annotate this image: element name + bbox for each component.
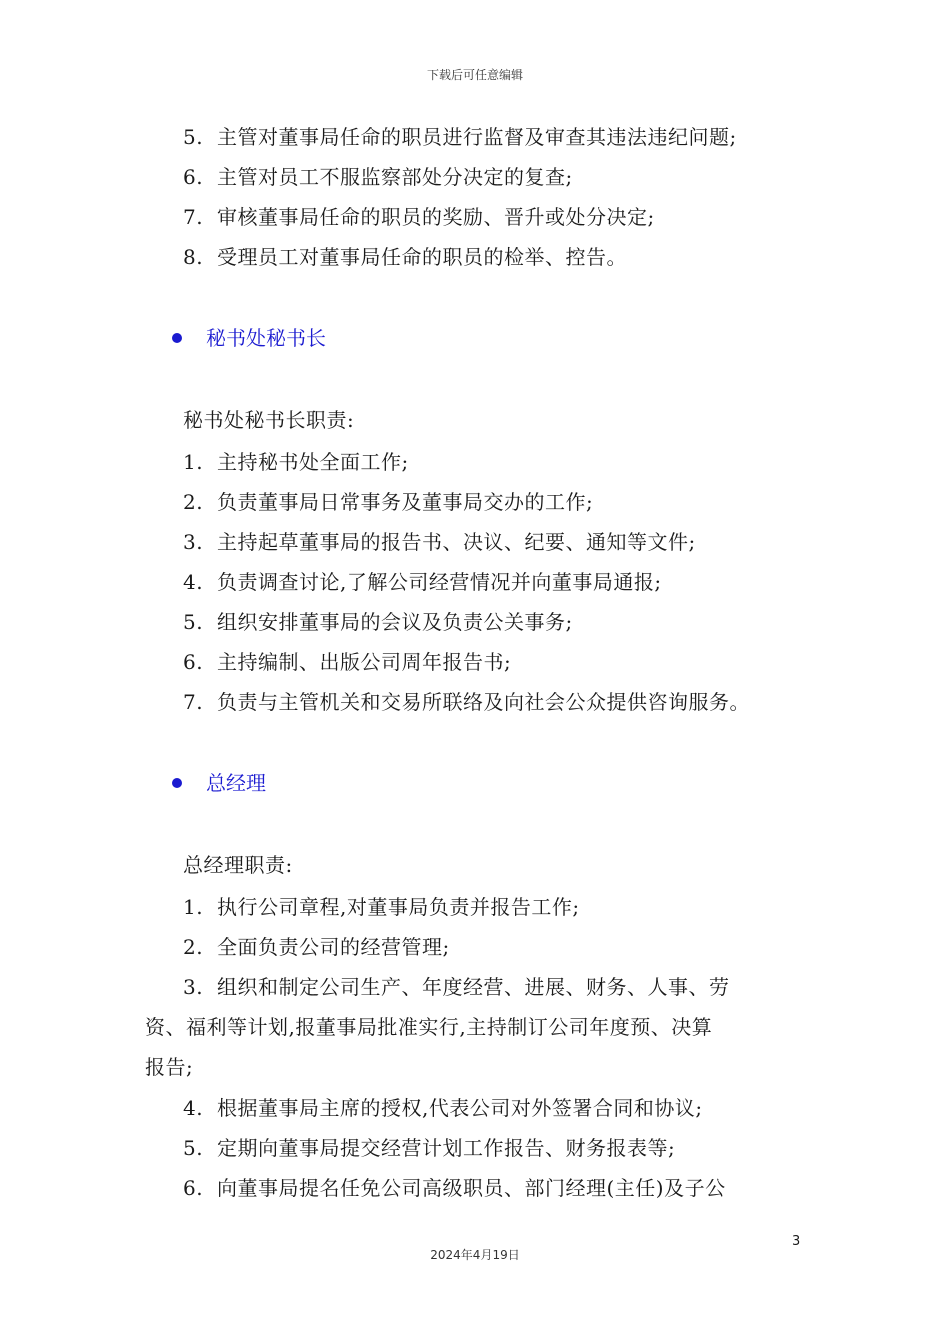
section-title: 秘书处秘书长 <box>206 326 326 350</box>
list-item <box>183 448 409 476</box>
list-item <box>183 243 627 271</box>
item-text: 审核董事局任命的职员的奖励、晋升或处分决定; <box>217 205 655 229</box>
item-number: 1. <box>183 450 204 474</box>
item-number: 2. <box>183 935 204 959</box>
list-item <box>183 608 573 636</box>
item-number: 7. <box>183 690 204 714</box>
list-item <box>183 973 730 1001</box>
list-item <box>183 568 662 596</box>
item-number: 6. <box>183 165 204 189</box>
page-number: 3 <box>792 1234 801 1249</box>
page-header: 下载后可任意编辑 <box>426 68 523 82</box>
section-intro: 总经理职责: <box>183 853 293 877</box>
item-text: 主持起草董事局的报告书、决议、纪要、通知等文件; <box>217 530 696 554</box>
item-text: 定期向董事局提交经营计划工作报告、财务报表等; <box>217 1136 676 1160</box>
item-number: 6. <box>183 1176 204 1200</box>
item-number: 6. <box>183 650 204 674</box>
list-item <box>183 893 580 921</box>
item-number: 4. <box>183 570 204 594</box>
item-text: 受理员工对董事局任命的职员的检举、控告。 <box>217 245 627 269</box>
item-number: 3. <box>183 975 204 999</box>
item-text: 主管对董事局任命的职员进行监督及审查其违法违纪问题; <box>217 125 737 149</box>
item-number: 2. <box>183 490 204 514</box>
item-number: 1. <box>183 895 204 919</box>
item-number: 5. <box>183 125 204 149</box>
item-number: 7. <box>183 205 204 229</box>
item-number: 3. <box>183 530 204 554</box>
section-intro: 秘书处秘书长职责: <box>183 408 355 432</box>
list-item <box>183 1174 726 1202</box>
item-text: 负责与主管机关和交易所联络及向社会公众提供咨询服务。 <box>217 690 750 714</box>
item-text: 主管对员工不服监察部处分决定的复查; <box>217 165 573 189</box>
item-number: 8. <box>183 245 204 269</box>
item-text: 全面负责公司的经营管理; <box>217 935 450 959</box>
list-item <box>183 528 696 556</box>
section-heading-gm <box>172 769 266 797</box>
item-text: 主持编制、出版公司周年报告书; <box>217 650 512 674</box>
list-item <box>183 163 573 191</box>
list-item <box>183 1134 675 1162</box>
bullet-icon <box>172 778 182 788</box>
list-item <box>183 648 511 676</box>
list-item <box>183 488 593 516</box>
bullet-icon <box>172 333 182 343</box>
item-text: 向董事局提名任免公司高级职员、部门经理(主任)及子公 <box>217 1176 726 1200</box>
list-item <box>183 203 655 231</box>
section-title: 总经理 <box>206 771 266 795</box>
list-item <box>183 688 750 716</box>
item-text: 主持秘书处全面工作; <box>217 450 409 474</box>
item-text: 组织和制定公司生产、年度经营、进展、财务、人事、劳 <box>217 975 730 999</box>
item-text: 负责董事局日常事务及董事局交办的工作; <box>217 490 594 514</box>
item-text: 根据董事局主席的授权,代表公司对外签署合同和协议; <box>217 1096 703 1120</box>
list-item <box>183 1094 703 1122</box>
item-text: 执行公司章程,对董事局负责并报告工作; <box>217 895 580 919</box>
list-item-continuation: 资、福利等计划,报董事局批准实行,主持制订公司年度预、决算 <box>145 1015 713 1039</box>
page-footer-date: 2024年4月19日 <box>430 1248 520 1262</box>
item-number: 4. <box>183 1096 204 1120</box>
list-item-continuation: 报告; <box>145 1055 194 1079</box>
item-text: 组织安排董事局的会议及负责公关事务; <box>217 610 573 634</box>
item-text: 负责调查讨论,了解公司经营情况并向董事局通报; <box>217 570 662 594</box>
section-heading-secretary <box>172 324 326 352</box>
list-item <box>183 933 450 961</box>
item-number: 5. <box>183 610 204 634</box>
item-number: 5. <box>183 1136 204 1160</box>
list-item <box>183 123 737 151</box>
